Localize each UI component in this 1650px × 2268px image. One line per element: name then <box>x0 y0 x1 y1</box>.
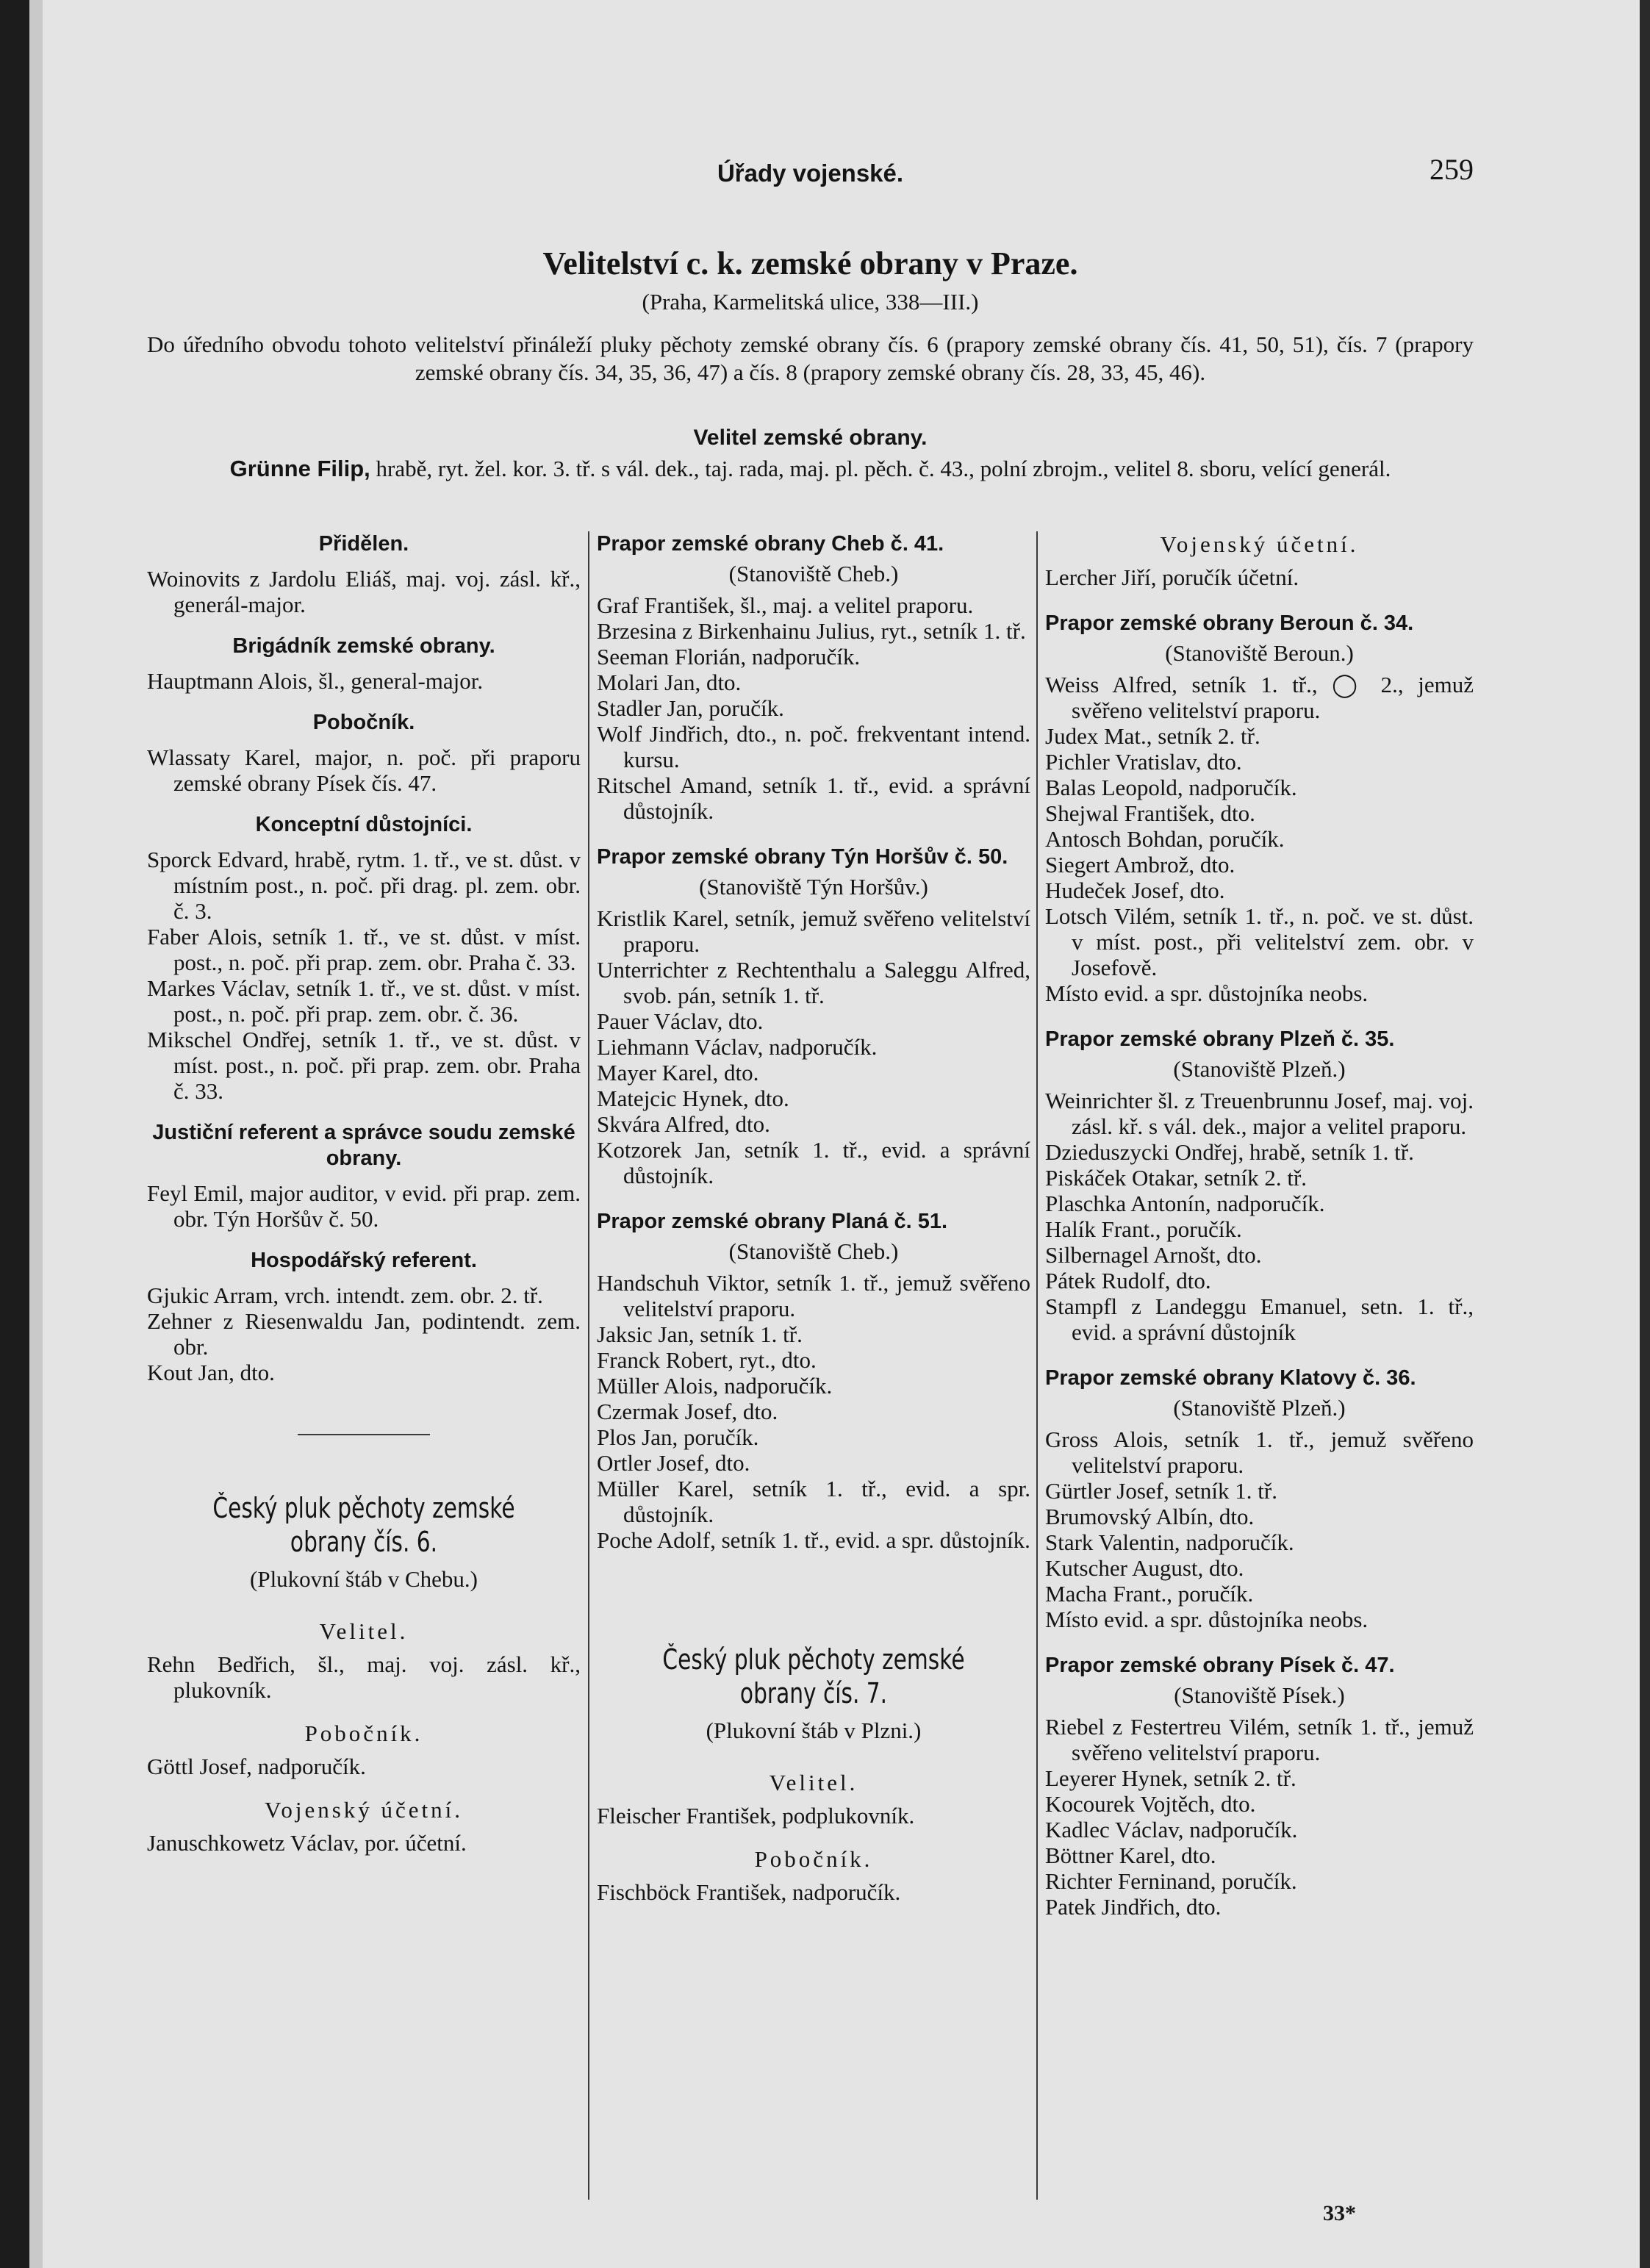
list-item: Müller Karel, setník 1. tř., evid. a spr. důstojník. <box>597 1476 1030 1527</box>
list-item: Pichler Vratislav, dto. <box>1045 749 1242 775</box>
list-item: Kadlec Václav, nadporučík. <box>1045 1817 1298 1842</box>
intro-paragraph: Do úředního obvodu tohoto velitelství přináleží pluky pěchoty zemské obrany čís. 6 (prapory zemské obrany čís. 41, 50, 51), čís. 7 (prapory zemské obrany čís. 34, 35, 36, 47) a čís. 8 (prapory zemské obrany čís. 28, 33, 45, 46). <box>147 331 1474 385</box>
list-item: Piskáček Otakar, setník 2. tř. <box>1045 1165 1308 1191</box>
list-item: Weinrichter šl. z Treuenbrunnu Josef, maj. voj. zásl. kř. s vál. dek., major a velitel praporu. <box>1045 1088 1474 1139</box>
list-item: Skvára Alfred, dto. <box>597 1111 770 1137</box>
battalion-heading: Prapor zemské obrany Planá č. 51. <box>597 1210 948 1233</box>
list-item: Plos Jan, poručík. <box>597 1424 759 1450</box>
commander-paragraph <box>147 455 1474 483</box>
section-heading: Velitel. <box>769 1770 858 1795</box>
list-item: Silbernagel Arnošt, dto. <box>1045 1242 1262 1268</box>
section-heading: Vojenský účetní. <box>1160 531 1359 557</box>
column-1 <box>147 531 581 1856</box>
list-item: Zehner z Riesenwaldu Jan, podintendt. zem. obr. <box>147 1308 581 1360</box>
signature-mark: 33* <box>1323 2201 1356 2225</box>
commander-text: hrabě, ryt. žel. kor. 3. tř. s vál. dek., taj. rada, maj. pl. pěch. č. 43., polní zbrojm., velitel 8. sboru, velící generál. <box>370 456 1391 481</box>
list-item: Brumovský Albín, dto. <box>1045 1504 1255 1529</box>
list-item: Hudeček Josef, dto. <box>1045 878 1225 903</box>
list-item: Brzesina z Birkenhainu Julius, ryt., setník 1. tř. <box>597 618 1026 644</box>
list-item: Lotsch Vilém, setník 1. tř., n. poč. ve st. důst. v míst. post., při velitelství zem. obr. v Josefově. <box>1045 903 1474 980</box>
list-item: Hauptmann Alois, šl., general-major. <box>147 668 484 694</box>
list-item: Weiss Alfred, setník 1. tř., ◯ 2., jemuž svěřeno velitelství praporu. <box>1045 672 1474 723</box>
list-item: Judex Mat., setník 2. tř. <box>1045 723 1260 749</box>
section-heading: Velitel. <box>319 1618 409 1644</box>
list-item: Shejwal František, dto. <box>1045 800 1255 826</box>
battalion-station: (Stanoviště Beroun.) <box>1165 640 1354 666</box>
list-item: Kocourek Vojtěch, dto. <box>1045 1791 1256 1817</box>
battalion-station: (Stanoviště Plzeň.) <box>1173 1056 1346 1082</box>
list-item: Januschkowetz Václav, por. účetní. <box>147 1830 467 1856</box>
commander-heading: Velitel zemské obrany. <box>693 426 928 450</box>
list-item: Woinovits z Jardolu Eliáš, maj. voj. zásl. kř., generál-major. <box>147 566 581 617</box>
list-item: Pátek Rudolf, dto. <box>1045 1268 1211 1293</box>
column-2 <box>597 531 1030 1905</box>
regiment-title: Český pluk pěchoty zemské obrany čís. 7. <box>662 1643 965 1709</box>
list-item: Dzieduszycki Ondřej, hrabě, setník 1. tř. <box>1045 1139 1414 1165</box>
list-item: Macha Frant., poručík. <box>1045 1581 1254 1607</box>
section-heading: Konceptní důstojníci. <box>255 813 473 836</box>
list-item: Sporck Edvard, hrabě, rytm. 1. tř., ve st. důst. v místním post., n. poč. při drag. pl. zem. obr. č. 3. <box>147 847 581 924</box>
battalion-heading: Prapor zemské obrany Týn Horšův č. 50. <box>597 845 1008 869</box>
list-item: Feyl Emil, major auditor, v evid. při prap. zem. obr. Týn Horšův č. 50. <box>147 1180 581 1232</box>
list-item: Liehmann Václav, nadporučík. <box>597 1034 878 1060</box>
list-item: Mayer Karel, dto. <box>597 1060 759 1085</box>
battalion-heading: Prapor zemské obrany Klatovy č. 36. <box>1045 1366 1416 1390</box>
list-item: Gürtler Josef, setník 1. tř. <box>1045 1478 1277 1504</box>
battalion-station: (Stanoviště Plzeň.) <box>1173 1395 1346 1421</box>
commander-name: Grünne Filip, <box>229 456 370 481</box>
list-item: Antosch Bohdan, poručík. <box>1045 826 1285 852</box>
battalion-heading: Prapor zemské obrany Cheb č. 41. <box>597 532 944 556</box>
section-heading: Pobočník. <box>312 711 415 734</box>
section-divider <box>298 1434 430 1435</box>
battalion-station: (Stanoviště Cheb.) <box>728 1238 899 1264</box>
list-item: Jaksic Jan, setník 1. tř. <box>597 1321 803 1347</box>
list-item: Kotzorek Jan, setník 1. tř., evid. a správní důstojník. <box>597 1137 1030 1188</box>
column-divider <box>588 531 589 2200</box>
list-item: Místo evid. a spr. důstojníka neobs. <box>1045 980 1369 1006</box>
list-item: Graf František, šl., maj. a velitel praporu. <box>597 592 974 618</box>
list-item: Poche Adolf, setník 1. tř., evid. a spr. důstojník. <box>597 1527 1030 1553</box>
page-subtitle: (Praha, Karmelitská ulice, 338—III.) <box>642 289 979 315</box>
battalion-station: (Stanoviště Cheb.) <box>728 561 899 586</box>
battalion-station: (Stanoviště Týn Horšův.) <box>699 874 928 900</box>
list-item: Markes Václav, setník 1. tř., ve st. důst. v míst. post., n. poč. při prap. zem. obr. č. 36. <box>147 975 581 1027</box>
battalion-heading: Prapor zemské obrany Beroun č. 34. <box>1045 611 1414 635</box>
list-item: Fischböck František, nadporučík. <box>597 1879 901 1905</box>
list-item: Lercher Jiří, poručík účetní. <box>1045 564 1299 590</box>
list-item: Rehn Bedřich, šl., maj. voj. zásl. kř., plukovník. <box>147 1651 581 1703</box>
list-item: Leyerer Hynek, setník 2. tř. <box>1045 1765 1296 1791</box>
list-item: Gross Alois, setník 1. tř., jemuž svěřeno velitelství praporu. <box>1045 1427 1474 1478</box>
list-item: Wlassaty Karel, major, n. poč. při praporu zemské obrany Písek čís. 47. <box>147 744 581 796</box>
list-item: Ritschel Amand, setník 1. tř., evid. a správní důstojník. <box>597 772 1030 824</box>
section-heading: Přidělen. <box>318 532 409 556</box>
battalion-heading: Prapor zemské obrany Plzeň č. 35. <box>1045 1027 1395 1051</box>
list-item: Wolf Jindřich, dto., n. poč. frekventant intend. kursu. <box>597 721 1030 772</box>
list-item: Pauer Václav, dto. <box>597 1008 764 1034</box>
list-item: Matejcic Hynek, dto. <box>597 1085 789 1111</box>
document-page <box>147 143 1474 2223</box>
list-item: Stampfl z Landeggu Emanuel, setn. 1. tř., evid. a správní důstojník <box>1045 1293 1474 1345</box>
column-divider <box>1036 531 1038 2200</box>
list-item: Unterrichter z Rechtenthalu a Saleggu Alfred, svob. pán, setník 1. tř. <box>597 957 1030 1008</box>
list-item: Gjukic Arram, vrch. intendt. zem. obr. 2. tř. <box>147 1282 543 1308</box>
list-item: Kout Jan, dto. <box>147 1360 275 1385</box>
list-item: Göttl Josef, nadporučík. <box>147 1754 366 1779</box>
list-item: Böttner Karel, dto. <box>1045 1842 1216 1868</box>
page-title: Velitelství c. k. zemské obrany v Praze. <box>542 245 1078 281</box>
list-item: Seeman Florián, nadporučík. <box>597 644 861 670</box>
list-item: Franck Robert, ryt., dto. <box>597 1347 817 1373</box>
list-item: Stadler Jan, poručík. <box>597 695 784 721</box>
list-item: Plaschka Antonín, nadporučík. <box>1045 1191 1325 1216</box>
list-item: Faber Alois, setník 1. tř., ve st. důst. v míst. post., n. poč. při prap. zem. obr. Praha č. 33. <box>147 924 581 975</box>
regiment-staff: (Plukovní štáb v Plzni.) <box>706 1718 922 1743</box>
scan-edge-inner <box>29 0 43 2268</box>
section-heading: Hospodářský referent. <box>251 1249 477 1272</box>
scan-edge-left <box>0 0 29 2268</box>
page-number: 259 <box>1430 153 1474 186</box>
list-item: Balas Leopold, nadporučík. <box>1045 775 1297 800</box>
list-item: Ortler Josef, dto. <box>597 1450 750 1476</box>
list-item: Kristlik Karel, setník, jemuž svěřeno velitelství praporu. <box>597 905 1030 957</box>
list-item: Halík Frant., poručík. <box>1045 1216 1242 1242</box>
scan-edge-right <box>1640 0 1650 2268</box>
list-item: Molari Jan, dto. <box>597 670 742 695</box>
list-item: Kutscher August, dto. <box>1045 1555 1244 1581</box>
list-item: Handschuh Viktor, setník 1. tř., jemuž svěřeno velitelství praporu. <box>597 1270 1030 1321</box>
list-item: Riebel z Festertreu Vilém, setník 1. tř., jemuž svěřeno velitelství praporu. <box>1045 1714 1474 1765</box>
list-item: Siegert Ambrož, dto. <box>1045 852 1235 878</box>
regiment-staff: (Plukovní štáb v Chebu.) <box>250 1566 478 1592</box>
section-heading: Pobočník. <box>754 1846 873 1872</box>
battalion-station: (Stanoviště Písek.) <box>1174 1682 1345 1708</box>
list-item: Müller Alois, nadporučík. <box>597 1373 833 1399</box>
list-item: Fleischer František, podplukovník. <box>597 1803 915 1829</box>
section-heading: Vojenský účetní. <box>264 1797 464 1823</box>
section-heading: Pobočník. <box>304 1720 423 1746</box>
list-item: Stark Valentin, nadporučík. <box>1045 1529 1294 1555</box>
regiment-title: Český pluk pěchoty zemské obrany čís. 6. <box>212 1492 515 1558</box>
battalion-heading: Prapor zemské obrany Písek č. 47. <box>1045 1654 1395 1677</box>
list-item: Místo evid. a spr. důstojníka neobs. <box>1045 1607 1369 1632</box>
column-3 <box>1045 531 1474 1920</box>
running-head: Úřady vojenské. <box>717 159 904 187</box>
section-heading: Justiční referent a správce soudu zemské obrany. <box>152 1121 575 1170</box>
list-item: Richter Ferninand, poručík. <box>1045 1868 1297 1894</box>
section-heading: Brigádník zemské obrany. <box>232 634 495 658</box>
list-item: Czermak Josef, dto. <box>597 1399 778 1424</box>
list-item: Patek Jindřich, dto. <box>1045 1894 1222 1920</box>
list-item: Mikschel Ondřej, setník 1. tř., ve st. důst. v míst. post., n. poč. při prap. zem. obr. Praha č. 33. <box>147 1027 581 1104</box>
